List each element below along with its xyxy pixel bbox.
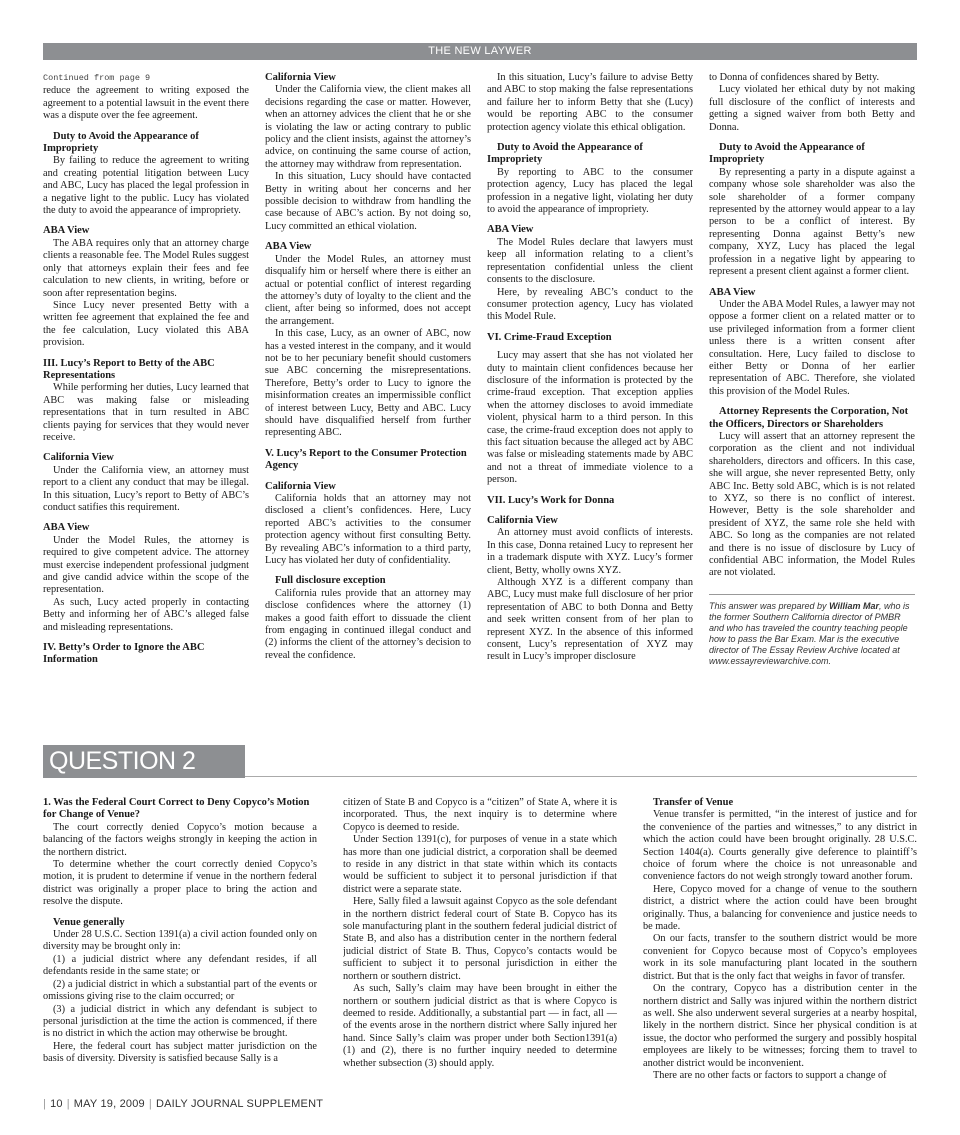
section-heading: ABA View [43, 522, 90, 534]
section-heading: Full disclosure exception [275, 575, 386, 587]
page-number: 10 [50, 1098, 63, 1110]
paragraph: To determine whether the court correctly denied Copyco’s motion, it is prudent to determine if venue in the northern federal district was originally a proper place to bring the action and resolve the dispute. [43, 859, 317, 908]
paragraph: In this situation, Lucy should have contacted Betty in writing about her concerns and her possible decision to withdraw from handling the case because of ABC’s action. By not doing so, Lucy committed an ethical violation. [265, 171, 471, 232]
section-heading: VI. Crime-Fraud Exception [487, 331, 612, 343]
author-note [709, 594, 915, 667]
question2-columns [43, 797, 917, 1093]
question-2-label: QUESTION 2 [43, 745, 245, 778]
author-note-prefix: This answer was prepared by [709, 600, 830, 611]
column-2 [265, 72, 471, 722]
section-heading: Duty to Avoid the Appearance of Impropriety [487, 142, 643, 166]
paragraph: Lucy violated her ethical duty by not making full disclosure of the conflict of interests and getting a signed waiver from both Betty and Donna. [709, 84, 915, 133]
paragraph: The court correctly denied Copyco’s motion because a balancing of the factors weighs strongly in keeping the action in the northern district. [43, 821, 317, 858]
paragraph: There are no other facts or factors to support a change of [653, 1069, 887, 1081]
paragraph: Under Section 1391(c), for purposes of venue in a state which has more than one judicial district, a corporation shall be deemed to reside in any district in that state within which its contacts would be sufficient to subject it to personal jurisdiction if that district were a separate state. [343, 834, 617, 895]
column-4 [709, 72, 915, 722]
q2-column-3 [643, 797, 917, 1093]
paragraph: The Model Rules declare that lawyers must keep all information relating to a client’s representation confidential unless the client consents to the disclosure. [487, 236, 693, 286]
section-heading: V. Lucy’s Report to the Consumer Protection Agency [265, 447, 467, 472]
paragraph: By failing to reduce the agreement to writing and creating potential litigation between Lucy and ABC, Lucy has placed the legal profession in a negative light to the public. Lucy has violated the duty to avoid the appearance of impropriety. [43, 155, 249, 217]
paragraph: Under the ABA Model Rules, a lawyer may not oppose a former client on a related matter or to use privileged information from a former client unless there is a written consent after consultation. Here, Lucy failed to disclose to either Betty or Donna of her earlier representation of ABC. Therefore, she violated this provision of the Model Rules. [709, 298, 915, 397]
paragraph: Here, the federal court has subject matter jurisdiction on the basis of diversity. Diversity is satisfied because Sally is a [43, 1040, 317, 1065]
paragraph: Lucy may assert that she has not violated her duty to maintain client confidences because her disclosure of the information is protected by the crime-fraud exception. That exception applies when the attorney discloses to avoid immediate violent, physical harm to a third person. In this case, the crime-fraud exception does not apply to this fact situation because the alleged act by ABC was false or misleading statements made by ABC and not a threat of immediate violence to a person. [487, 350, 693, 486]
paragraph: The ABA requires only that an attorney charge clients a reasonable fee. The Model Rules suggest only that attorneys explain their fees and fee calculation to new clients, in writing, before or soon after representation begins. [43, 237, 249, 299]
paragraph: Venue transfer is permitted, “in the interest of justice and for the convenience of the parties and witnesses,” to any district in which the action could have been brought originally. 28 U.S.C. Section 1404(a). Courts generally give deference to plaintiff’s choice of forum where the choice is not unreasonable and convenience factors do not weigh strongly toward another forum. [643, 809, 917, 883]
paragraph: Under the Model Rules, an attorney must disqualify him or herself where there is either an actual or potential conflict of interest regarding the attorney’s duty of loyalty to the client and the client, after being so informed, does not accept the arrangement. [265, 253, 471, 327]
section-heading: ABA View [487, 224, 534, 236]
paragraph: Lucy will assert that an attorney represent the corporation as the client and not individual shareholders, directors and officers. In this case, she will argue, she never represented Betty, only ABC Inc. Betty sold ABC, which is is not related to XYZ, so there is no conflict of interest. However, Betty is the sole shareholder and president of XYZ, the same role she held with ABC. So long as the companies are not related and there is no issue of disclosure by Lucy of confidential ABC information, the Model Rules are not violated. [709, 430, 915, 579]
paragraph: Under the California view, an attorney must report to a client any conduct that may be illegal. In this situation, Lucy’s report to Betty of ABC’s conduct satifies this requirement. [43, 464, 249, 513]
paragraph: reduce the agreement to writing exposed the agreement to a potential lawsuit in the event there was a dispute over the fee agreement. [43, 85, 249, 122]
question-2-header [43, 745, 917, 778]
column-1 [43, 72, 249, 722]
section-heading: California View [265, 480, 336, 492]
paragraph: California holds that an attorney may not disclosed a client’s confidences. Here, Lucy reported ABC’s activities to the consumer protection agency without first consulting Betty. By revealing ABC’s information to a third party, Lucy has violated her duty of confidentiality. [265, 493, 471, 567]
issue-date: MAY 19, 2009 [73, 1098, 145, 1110]
paragraph: Under the Model Rules, the attorney is required to give competent advice. The attorney must exercise independent professional judgment and give candid advice within the scope of the representation. [43, 534, 249, 596]
paragraph: Under the California view, the client makes all decisions regarding the case or matter. However, when an attorney advices the client that he or she is violating the law or acting contrary to public policy and the client insists, against the attorney’s advice, on continuing the same course of action, the attorney may withdraw from representation. [265, 84, 471, 170]
paragraph: Here, Sally filed a lawsuit against Copyco as the sole defendant in the northern district federal court of State B. Copyco has its sole manufacturing plant in the southern federal judicial district of State B, and also has a distribution center in the northern federal judicial district of State B. Thus, Copyco’s contacts would be sufficient to subject it to personal jurisdiction in either the northern or southern district. [343, 896, 617, 982]
section-heading: Duty to Avoid the Appearance of Impropriety [709, 142, 865, 166]
paragraph: By representing a party in a dispute against a company whose sole shareholder was also the sole shareholder of a former company represented by the attorney would appear to a lay person to be a conflict of interest. By representing Donna against Betty’s new company, XYZ, Lucy has placed the legal profession in a negative light by appearing to represent a present client against a former client. [709, 166, 915, 278]
paragraph: California rules provide that an attorney may disclose confidences where the attorney (1) makes a good faith effort to dissuade the client from engaging in continued illegal conduct and (2) informs the client of the attorney’s decision to reveal the confidence. [265, 587, 471, 661]
q2-column-2 [343, 797, 617, 1093]
section-heading: ABA View [709, 286, 756, 298]
paragraph: In this situation, Lucy’s failure to advise Betty and ABC to stop making the false representations and failure her to inform Betty that she (Lucy) would be reporting ABC to the consumer protection agency violate this ethical obligation. [487, 72, 693, 133]
paragraph: to Donna of confidences shared by Betty. [709, 72, 880, 83]
paragraph: Here, Copyco moved for a change of venue to the southern district, a district where the action could have been brought originally. Thus, a balancing for convenience and justice needs to be made. [643, 883, 917, 933]
paragraph: Under 28 U.S.C. Section 1391(a) a civil action founded only on diversity may be brought only in: [43, 929, 317, 953]
paragraph: (3) a judicial district in which any defendant is subject to personal jurisdiction at the time the action is commenced, if there is no district in which the action may otherwise be brought. [43, 1003, 317, 1040]
paragraph: citizen of State B and Copyco is a “citizen” of State A, where it is incorporated. Thus, the next inquiry is to determine where Copyco is deemed to reside. [343, 797, 617, 833]
paragraph: While performing her duties, Lucy learned that ABC was making false or misleading representations that in turn resulted in ABC clients paying for services that they would never receive. [43, 382, 249, 443]
page-footer: | 10 | MAY 19, 2009 | DAILY JOURNAL SUPPLEMENT [43, 1098, 324, 1110]
question1-columns [43, 72, 917, 722]
section-heading: ABA View [43, 225, 90, 237]
section-heading: VII. Lucy’s Work for Donna [487, 494, 615, 506]
section-heading: IV. Betty’s Order to Ignore the ABC Information [43, 642, 205, 666]
section-heading: Duty to Avoid the Appearance of Impropriety [43, 130, 199, 155]
section-heading: California View [43, 452, 114, 464]
section-heading: Transfer of Venue [653, 797, 734, 808]
masthead: THE NEW LAYWER [43, 43, 917, 60]
author-note-body: , who is the former Southern California director of PMBR and who has traveled the country teaching people how to pass the Bar Exam. Mar is the executive director of The Essay Review Archive located at www.essayreviewarchive.com. [709, 600, 910, 666]
paragraph: As such, Sally’s claim may have been brought in either the northern or southern judicial district as that is where Copyco is deemed to reside. Additionally, a substantial part — in fact, all — of the events arose in the northern district where Sally injured her hand. Since Sally’s claim was proper under both Section1391(a)(1) and (2), there is no further inquiry needed to determine whether subsection (3) should apply. [343, 983, 617, 1069]
paragraph: Here, by revealing ABC’s conduct to the consumer protection agency, Lucy has violated this Model Rule. [487, 286, 693, 323]
author-name: William Mar [829, 600, 879, 611]
paragraph: By reporting to ABC to the consumer protection agency, Lucy has placed the legal profession in a negative light, violating her duty to avoid the appearance of impropriety. [487, 166, 693, 216]
continued-from-label: Continued from page 9 [43, 73, 151, 83]
column-3 [487, 72, 693, 722]
section-heading: California View [265, 72, 336, 83]
section-heading: 1. Was the Federal Court Correct to Deny Copyco’s Motion for Change of Venue? [43, 797, 310, 821]
paragraph: (1) a judicial district where any defendant resides, if all defendants reside in the same state; or [43, 953, 317, 978]
section-heading: Venue generally [53, 916, 125, 928]
section-heading: ABA View [265, 241, 312, 253]
paragraph: Since Lucy never presented Betty with a written fee agreement that explained the fee and the fee calculation, Lucy violated this ABA provision. [43, 299, 249, 349]
publication-name: DAILY JOURNAL SUPPLEMENT [155, 1098, 324, 1110]
section-heading: California View [487, 515, 558, 526]
paragraph: An attorney must avoid conflicts of interests. In this case, Donna retained Lucy to represent her in a trademark dispute with XYZ. Lucy’s former client, Betty, wholly owns XYZ. [487, 527, 693, 576]
paragraph: (2) a judicial district in which a substantial part of the events or omissions giving rise to the claim occurred; or [43, 978, 317, 1003]
q2-column-1 [43, 797, 317, 1093]
paragraph: On the contrary, Copyco has a distribution center in the northern district and Sally was injured within the northern district as well. She also underwent several surgeries at a nearby hospital, likely in the northern district. Since her physical condition is at issue, the doctor who performed the surgery and possibly hospital employees are likely to be witnesses; forcing them to travel to another district would be inconvenient. [643, 983, 917, 1069]
paragraph: As such, Lucy acted properly in contacting Betty and informing her of ABC’s alleged false and misleading representations. [43, 596, 249, 633]
section-heading: III. Lucy’s Report to Betty of the ABC Representations [43, 357, 215, 381]
paragraph: In this case, Lucy, as an owner of ABC, now has a vested interest in the company, and it would not be to her pecuniary benefit should customers sue ABC concerning the misrepresentations. Therefore, Betty’s order to Lucy to ignore the misinformation creates an impermissible conflict of interest between Lucy, Betty and ABC. Lucy should have disqualified herself from further representing ABC. [265, 328, 471, 439]
paragraph: Although XYZ is a different company than ABC, Lucy must make full disclosure of her prior representation of ABC to both Donna and Betty and seek written consent from of her plan to represent XYZ. In the absence of this informed consent, Lucy’s representation of XYZ may result in Lucy’s improper disclosure [487, 577, 693, 663]
header-rule [245, 776, 917, 777]
paragraph: On our facts, transfer to the southern district would be more convenient for Copyco because most of Copyco’s employees work in its sole manufacturing plant located in the southern district. But that is the only fact that weighs in favor of transfer. [643, 933, 917, 982]
section-heading: Attorney Represents the Corporation, Not the Officers, Directors or Shareholders [709, 406, 909, 430]
